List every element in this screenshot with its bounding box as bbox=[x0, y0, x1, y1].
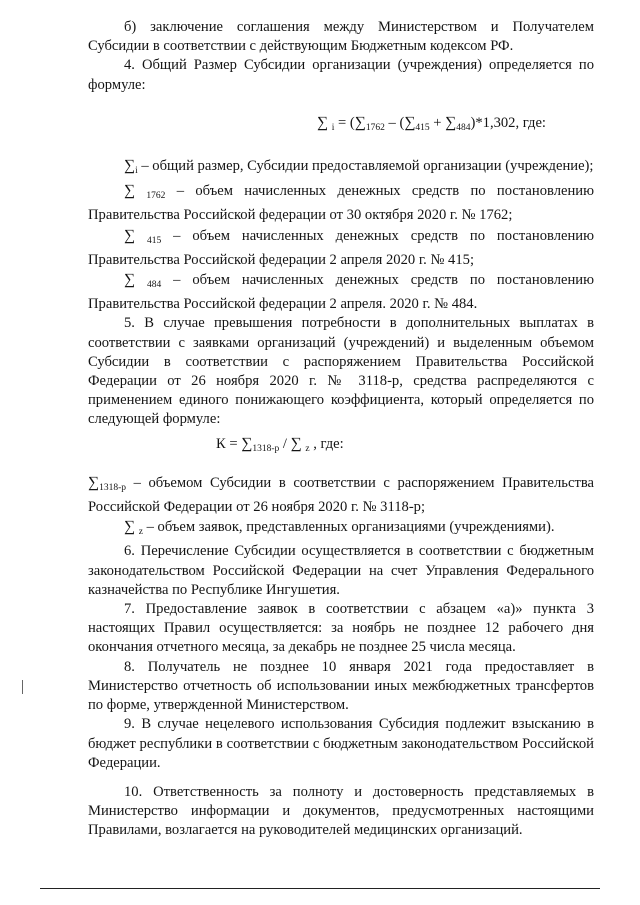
paragraph-10: 10. Ответственность за полноту и достоверность представляемых в Министерство информации и документов, предусмотренных настоящими Правилами, возлагается на руководителей медицинских организаций. bbox=[88, 783, 594, 839]
sigma-symbol: ∑ bbox=[317, 113, 329, 131]
sigma-symbol: ∑ bbox=[124, 226, 136, 244]
sigma-symbol: ∑ bbox=[445, 113, 457, 131]
sigma-symbol: ∑ bbox=[404, 113, 416, 131]
formula-text: , где: bbox=[309, 435, 344, 452]
definition-subscript: i bbox=[135, 166, 138, 177]
sigma-symbol: ∑ bbox=[88, 473, 100, 491]
definition-subscript: 1318-р bbox=[99, 482, 126, 493]
paragraph-8: 8. Получатель не позднее 10 января 2021 года предоставляет в Министерство отчетность об использовании иных межбюджетных трансфертов по форме, утвержденной Министерством. bbox=[88, 658, 594, 714]
formula-total-subsidy bbox=[88, 113, 594, 138]
formula-text: / bbox=[279, 435, 291, 452]
formula-text: = ( bbox=[334, 114, 355, 131]
definition-text: – общий размер, Субсидии предоставляемой организации (учреждение); bbox=[137, 158, 594, 175]
sigma-symbol: ∑ bbox=[124, 157, 136, 175]
scan-mark bbox=[22, 680, 23, 694]
definition-text: – объем начисленных денежных средств по постановлению Правительства Российской федерации от 30 октября 2020 г. № 1762; bbox=[88, 183, 594, 224]
formula-subscript: 415 bbox=[415, 122, 430, 133]
definition-text: – объем начисленных денежных средств по постановлению Правительства Российской федерации 2 апреля. 2020 г. № 484. bbox=[88, 272, 594, 313]
formula-text: )*1,302, где: bbox=[470, 114, 546, 131]
definition-text: – объем начисленных денежных средств по постановлению Правительства Российской федерации 2 апреля 2020 г. № 415; bbox=[88, 227, 594, 268]
formula-text: К = bbox=[216, 435, 242, 452]
document-body bbox=[88, 18, 594, 841]
definition-subscript: 415 bbox=[146, 235, 162, 246]
paragraph-5: 5. В случае превышения потребности в дополнительных выплатах в соответствии с заявками организаций (учреждений) и выделенным объемом Субсидии в соответствии с распоряжением Правительства Российской Федерации от 26 ноября 2020 г. № 3118-р, средства распределяются с применением единого понижающего коэффициента, который определяется по следующей формуле: bbox=[88, 315, 594, 428]
definition-sum-z bbox=[88, 517, 594, 542]
formula-subscript: z bbox=[305, 443, 310, 454]
paragraph-9: 9. В случае нецелевого использования Субсидия подлежит взысканию в бюджет республики в соответствии с бюджетным законодательством Российской Федерации. bbox=[88, 716, 594, 771]
formula-coefficient bbox=[88, 434, 594, 459]
formula-subscript: 484 bbox=[456, 122, 471, 133]
formula-subscript: 1318-р bbox=[252, 443, 280, 454]
sigma-symbol: ∑ bbox=[124, 271, 136, 289]
paragraph-6: 6. Перечисление Субсидии осуществляется в соответствии с бюджетным законодательством Российской Федерации на счет Управления Федерального казначейства по Республике Ингушетия. bbox=[88, 543, 594, 598]
definition-sum-415 bbox=[88, 226, 594, 270]
formula-subscript: 1762 bbox=[365, 122, 385, 133]
definition-subscript: z bbox=[138, 527, 143, 538]
definition-subscript: 1762 bbox=[146, 191, 166, 202]
sigma-symbol: ∑ bbox=[241, 434, 253, 452]
definition-sum-484 bbox=[88, 270, 594, 314]
paragraph-b: б) заключение соглашения между Министерством и Получателем Субсидии в соответствии с действующим Бюджетным кодексом РФ. bbox=[88, 19, 594, 55]
definition-sum-i bbox=[88, 156, 594, 181]
sigma-symbol: ∑ bbox=[124, 518, 136, 536]
formula-subscript: i bbox=[331, 122, 335, 133]
definition-sum-1318 bbox=[88, 473, 594, 517]
definition-subscript: 484 bbox=[146, 280, 162, 291]
definition-text: – объемом Субсидии в соответствии с распоряжением Правительства Российской Федерации от 26 ноября 2020 г. № 3118-р; bbox=[88, 474, 594, 516]
paragraph-4: 4. Общий Размер Субсидии организации (учреждения) определяется по формуле: bbox=[88, 57, 594, 93]
paragraph-7: 7. Предоставление заявок в соответствии с абзацем «а)» пункта 3 настоящих Правил осуществляется: за ноябрь не позднее 12 рабочего дня окончания отчетного месяца, за декабрь не позднее 25 числа месяца. bbox=[88, 601, 594, 656]
sigma-symbol: ∑ bbox=[290, 434, 302, 452]
definition-text: – объем заявок, представленных организациями (учреждениями). bbox=[142, 519, 555, 536]
scan-edge-line bbox=[40, 888, 600, 889]
definition-sum-1762 bbox=[88, 181, 594, 225]
sigma-symbol: ∑ bbox=[124, 182, 136, 200]
paragraph-gap bbox=[88, 773, 594, 783]
formula-text: – ( bbox=[384, 114, 405, 131]
formula-text: + bbox=[429, 114, 446, 131]
sigma-symbol: ∑ bbox=[354, 113, 366, 131]
